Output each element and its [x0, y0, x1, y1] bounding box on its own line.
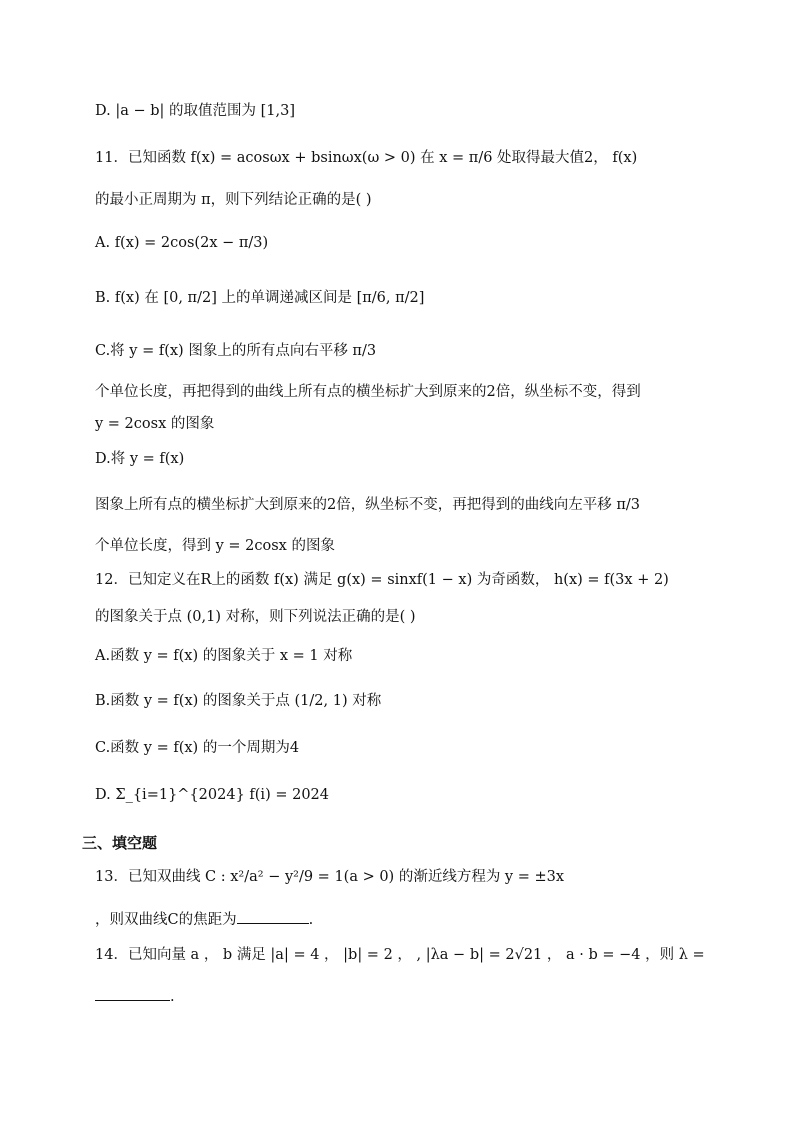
option-b: B.函数 y = f(x) 的图象关于点 (1/2, 1) 对称	[95, 693, 382, 709]
text-line: 的图象关于点 (0,1) 对称，则下列说法正确的是( )	[95, 609, 416, 625]
option-c: C.将 y = f(x) 图象上的所有点向右平移 π/3	[95, 343, 377, 359]
text-line: .	[170, 989, 175, 1005]
option-d: D. Σ_{i=1}^{2024} f(i) = 2024	[95, 787, 329, 803]
text-line	[95, 909, 313, 931]
option-a: A.函数 y = f(x) 的图象关于 x = 1 对称	[95, 648, 353, 664]
question-12-stem: 12．已知定义在R上的函数 f(x) 满足 g(x) = sinxf(1 − x) 为奇函数， h(x) = f(3x + 2)	[95, 572, 669, 588]
answer-blank[interactable]	[95, 986, 170, 1001]
text-line: D. |a − b| 的取值范围为 [1,3]	[95, 103, 295, 119]
text-line: y = 2cosx 的图象	[95, 416, 215, 432]
text-line	[95, 986, 175, 1008]
section-heading: 三、填空题	[82, 834, 158, 852]
question-13-stem: 13．已知双曲线 C : x²/a² − y²/9 = 1(a > 0) 的渐近线方程为 y = ±3x	[95, 869, 565, 885]
text-line: 个单位长度，得到 y = 2cosx 的图象	[95, 538, 335, 554]
question-14-stem: 14．已知向量 a ， b 满足 |a| = 4 ， |b| = 2 ， , |λa − b| = 2√21 ， a · b = −4 ，则 λ =	[95, 947, 705, 963]
option-c: C.函数 y = f(x) 的一个周期为4	[95, 740, 300, 756]
option-d: D.将 y = f(x)	[95, 451, 185, 467]
text-line: 的最小正周期为 π，则下列结论正确的是( )	[95, 192, 372, 208]
text-line: 个单位长度，再把得到的曲线上所有点的横坐标扩大到原来的2倍，纵坐标不变，得到	[95, 384, 641, 400]
question-11-stem: 11．已知函数 f(x) = acosωx + bsinωx(ω > 0) 在 x = π/6 处取得最大值2， f(x)	[95, 150, 638, 166]
text-line: 图象上所有点的横坐标扩大到原来的2倍，纵坐标不变，再把得到的曲线向左平移 π/3	[95, 497, 640, 513]
text-line: ，则双曲线C的焦距为	[95, 912, 237, 928]
answer-blank[interactable]	[237, 909, 309, 924]
text-line: .	[308, 912, 314, 928]
option-b: B. f(x) 在 [0, π/2] 上的单调递减区间是 [π/6, π/2]	[95, 290, 425, 306]
option-a: A. f(x) = 2cos(2x − π/3)	[95, 235, 269, 251]
